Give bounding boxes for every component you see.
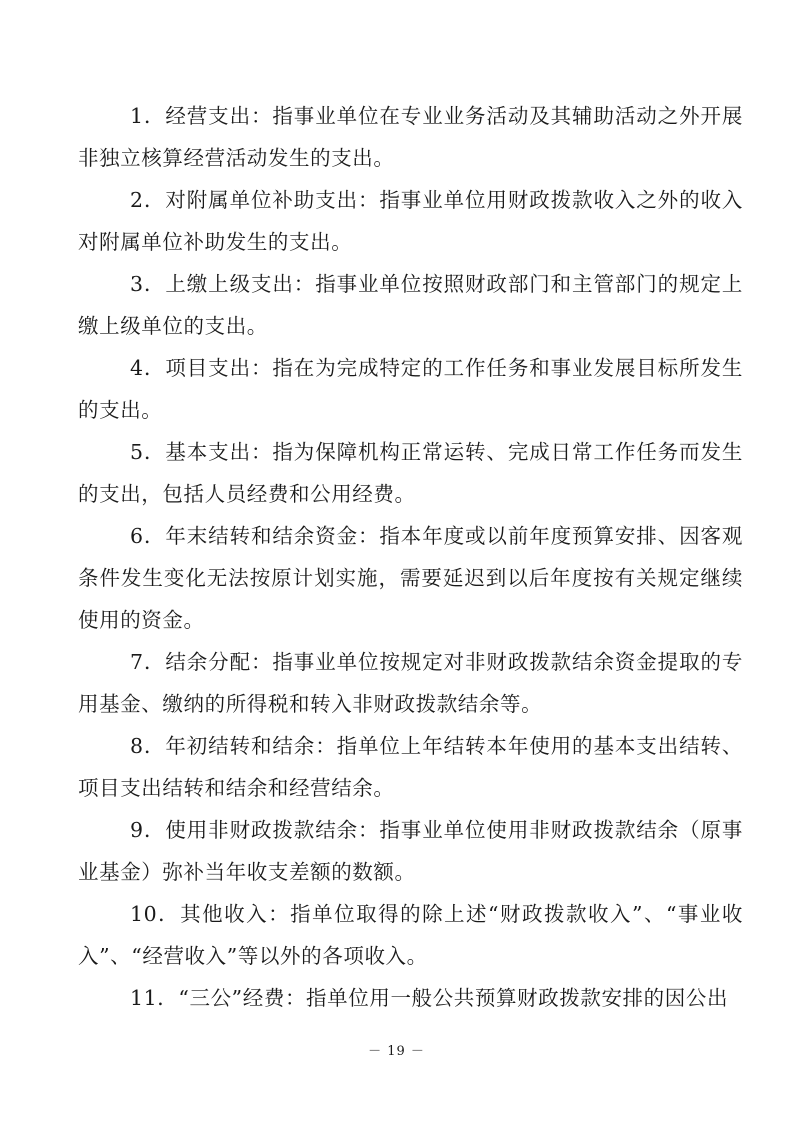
- paragraph-2: 2．对附属单位补助支出：指事业单位用财政拨款收入之外的收入对附属单位补助发生的支出。: [78, 188, 743, 254]
- paragraph-8: 8．年初结转和结余：指单位上年结转本年使用的基本支出结转、项目支出结转和结余和经营结余。: [78, 734, 743, 800]
- paragraph-7: 7．结余分配：指事业单位按规定对非财政拨款结余资金提取的专用基金、缴纳的所得税和转入非财政拨款结余等。: [78, 650, 743, 716]
- paragraph-9: 9．使用非财政拨款结余：指事业单位使用非财政拨款结余（原事业基金）弥补当年收支差额的数额。: [78, 818, 743, 884]
- paragraph-10: 10．其他收入：指单位取得的除上述“财政拨款收入”、“事业收入”、“经营收入”等以外的各项收入。: [78, 902, 743, 968]
- paragraph-3: 3．上缴上级支出：指事业单位按照财政部门和主管部门的规定上缴上级单位的支出。: [78, 272, 743, 338]
- page-number: － 19 －: [368, 1044, 425, 1059]
- paragraph-5: 5．基本支出：指为保障机构正常运转、完成日常工作任务而发生的支出，包括人员经费和公用经费。: [78, 440, 743, 506]
- paragraph-6: 6．年末结转和结余资金：指本年度或以前年度预算安排、因客观条件发生变化无法按原计划实施，需要延迟到以后年度按有关规定继续使用的资金。: [78, 524, 743, 632]
- paragraph-1: 1．经营支出：指事业单位在专业业务活动及其辅助活动之外开展非独立核算经营活动发生的支出。: [78, 104, 743, 170]
- paragraph-4: 4．项目支出：指在为完成特定的工作任务和事业发展目标所发生的支出。: [78, 356, 743, 422]
- paragraph-11: 11．“三公”经费：指单位用一般公共预算财政拨款安排的因公出: [130, 986, 729, 1010]
